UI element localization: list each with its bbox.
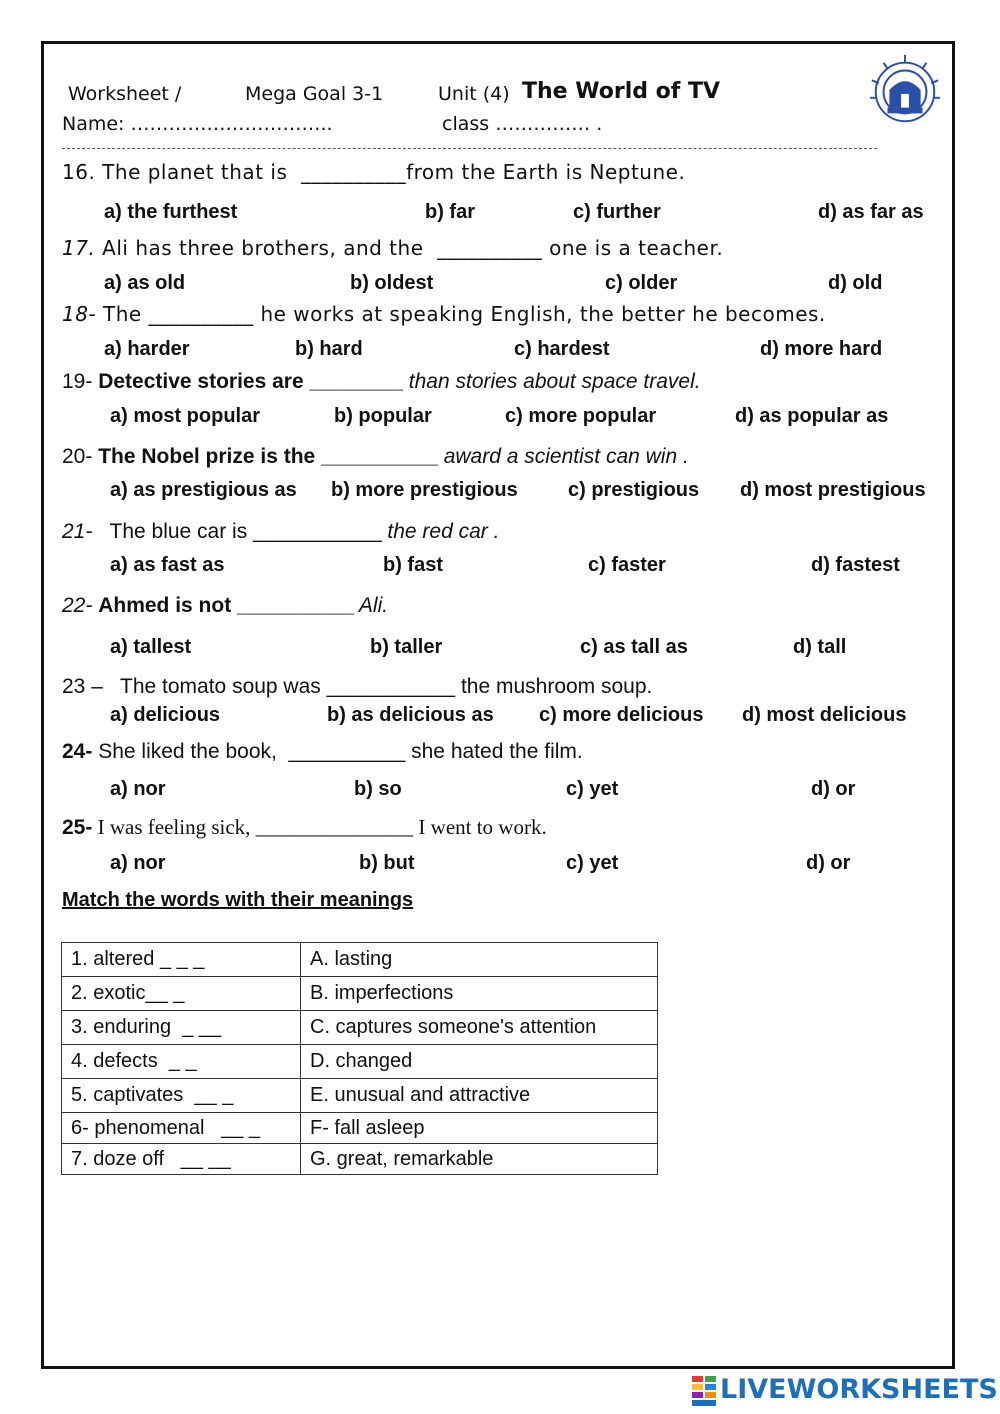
option-d[interactable]: d) most prestigious	[740, 479, 926, 501]
question-23	[62, 675, 652, 699]
matching-word[interactable]: 3. enduring _ __	[62, 1011, 301, 1045]
option-c[interactable]: c) more popular	[505, 405, 657, 427]
option-b[interactable]: b) so	[354, 778, 402, 800]
question-text-before: The blue car is	[98, 520, 254, 543]
question-text-after: from the Earth is Neptune.	[406, 160, 686, 184]
question-text-after: one is a teacher.	[542, 236, 724, 260]
matching-meaning: D. changed	[301, 1045, 658, 1079]
question-text-after: the red car .	[381, 520, 500, 543]
matching-meaning: C. captures someone's attention	[301, 1011, 658, 1045]
answer-blank[interactable]: ___________	[253, 520, 382, 543]
option-d[interactable]: d) tall	[793, 636, 847, 658]
question-24	[62, 740, 583, 764]
matching-meaning: E. unusual and attractive	[301, 1079, 658, 1113]
matching-word[interactable]: 6- phenomenal __ _	[62, 1113, 301, 1144]
question-number: 16.	[62, 160, 96, 184]
question-text-after: Ali.	[353, 594, 389, 617]
question-text-after: she hated the film.	[405, 740, 583, 763]
question-text-after: award a scientist can win .	[437, 445, 689, 468]
matching-meaning: A. lasting	[301, 943, 658, 977]
option-a[interactable]: a) as prestigious as	[110, 479, 297, 501]
option-c[interactable]: c) yet	[566, 778, 619, 800]
matching-title: Match the words with their meanings	[62, 889, 414, 911]
question-22	[62, 594, 388, 618]
option-b[interactable]: b) taller	[370, 636, 443, 658]
option-b[interactable]: b) more prestigious	[331, 479, 518, 501]
answer-blank[interactable]: _______________	[255, 815, 414, 839]
answer-blank[interactable]: __________	[437, 236, 543, 260]
worksheet-label: Worksheet /	[68, 83, 182, 105]
question-text-before: Ahmed is not	[98, 594, 238, 617]
matching-row	[62, 977, 658, 1011]
matching-word[interactable]: 5. captivates __ _	[62, 1079, 301, 1113]
question-number: 23 –	[62, 675, 103, 698]
question-17	[62, 236, 723, 260]
option-a[interactable]: a) tallest	[110, 636, 192, 658]
question-21	[62, 520, 499, 544]
answer-blank[interactable]: ___________	[326, 675, 456, 698]
question-number: 18-	[62, 302, 97, 326]
option-a[interactable]: a) delicious	[110, 704, 221, 726]
answer-blank[interactable]: __________	[148, 302, 254, 326]
option-d[interactable]: d) or	[806, 852, 851, 874]
question-text-after: the mushroom soup.	[455, 675, 653, 698]
question-text-after: I went to work.	[413, 815, 547, 839]
question-number: 19-	[62, 370, 93, 393]
option-a[interactable]: a) harder	[104, 338, 190, 360]
answer-blank[interactable]: __________	[288, 740, 406, 763]
matching-word[interactable]: 2. exotic__ _	[62, 977, 301, 1011]
answer-blank[interactable]: __________	[321, 445, 438, 468]
matching-row	[62, 1113, 658, 1144]
liveworksheets-wordmark: LIVEWORKSHEETS	[720, 1374, 998, 1405]
option-c[interactable]: c) yet	[566, 852, 619, 874]
question-text-before: The Nobel prize is the	[98, 445, 322, 468]
option-c[interactable]: c) as tall as	[580, 636, 688, 658]
option-b[interactable]: b) as delicious as	[327, 704, 494, 726]
question-16	[62, 160, 685, 184]
question-25	[62, 815, 547, 840]
option-d[interactable]: d) most delicious	[742, 704, 907, 726]
option-a[interactable]: a) most popular	[110, 405, 261, 427]
option-b[interactable]: b) hard	[295, 338, 363, 360]
matching-meaning: G. great, remarkable	[301, 1144, 658, 1175]
matching-row	[62, 1011, 658, 1045]
matching-row	[62, 1144, 658, 1175]
option-c[interactable]: c) hardest	[514, 338, 610, 360]
answer-blank[interactable]: __________	[301, 160, 407, 184]
option-a[interactable]: a) nor	[110, 778, 166, 800]
unit-label: Unit (4)	[438, 83, 510, 105]
option-d[interactable]: d) as popular as	[735, 405, 889, 427]
page-title: The World of TV	[522, 79, 721, 104]
matching-word[interactable]: 4. defects _ _	[62, 1045, 301, 1079]
matching-meaning: B. imperfections	[301, 977, 658, 1011]
book-label: Mega Goal 3-1	[245, 83, 384, 105]
question-text-before: The	[103, 302, 149, 326]
matching-word[interactable]: 7. doze off __ __	[62, 1144, 301, 1175]
question-20	[62, 445, 689, 469]
question-text-before: She liked the book,	[98, 740, 289, 763]
header-divider	[62, 148, 877, 149]
question-text-before: Ali has three brothers, and the	[102, 236, 438, 260]
question-text-before: Detective stories are	[98, 370, 310, 393]
question-text-before: The planet that is	[102, 160, 302, 184]
matching-row	[62, 1079, 658, 1113]
matching-row	[62, 943, 658, 977]
question-number: 21-	[62, 520, 93, 543]
question-text-after: he works at speaking English, the better he becomes.	[253, 302, 826, 326]
class-field[interactable]: class …………… .	[442, 113, 603, 135]
option-b[interactable]: b) far	[425, 201, 475, 223]
option-d[interactable]: d) old	[828, 272, 883, 294]
matching-meaning: F- fall asleep	[301, 1113, 658, 1144]
option-c[interactable]: c) older	[605, 272, 678, 294]
question-18	[62, 302, 826, 326]
question-number: 20-	[62, 445, 93, 468]
matching-table	[61, 942, 658, 1175]
matching-word[interactable]: 1. altered _ _ _	[62, 943, 301, 977]
question-number: 17.	[62, 236, 96, 260]
question-text-before: The tomato soup was	[108, 675, 327, 698]
question-text-before: I was feeling sick,	[97, 815, 256, 839]
option-a[interactable]: a) nor	[110, 852, 166, 874]
option-d[interactable]: d) more hard	[760, 338, 883, 360]
option-a[interactable]: a) the furthest	[104, 201, 238, 223]
option-a[interactable]: a) as fast as	[110, 554, 225, 576]
option-b[interactable]: b) popular	[334, 405, 432, 427]
answer-blank[interactable]: ________	[309, 370, 403, 393]
question-number: 25-	[62, 816, 93, 839]
liveworksheets-logo-icon	[692, 1376, 718, 1406]
answer-blank[interactable]: __________	[237, 594, 354, 617]
option-d[interactable]: d) as far as	[818, 201, 924, 223]
option-b[interactable]: b) fast	[383, 554, 443, 576]
option-c[interactable]: c) prestigious	[568, 479, 700, 501]
question-number: 24-	[62, 740, 93, 763]
option-c[interactable]: c) more delicious	[539, 704, 704, 726]
question-19	[62, 370, 701, 394]
name-field[interactable]: Name: …………………………..	[62, 113, 333, 135]
option-c[interactable]: c) faster	[588, 554, 666, 576]
option-d[interactable]: d) or	[811, 778, 856, 800]
option-c[interactable]: c) further	[573, 201, 661, 223]
question-text-after: than stories about space travel.	[402, 370, 701, 393]
option-d[interactable]: d) fastest	[811, 554, 900, 576]
option-b[interactable]: b) oldest	[350, 272, 434, 294]
question-number: 22-	[62, 594, 93, 617]
option-b[interactable]: b) but	[359, 852, 415, 874]
option-a[interactable]: a) as old	[104, 272, 186, 294]
school-logo-icon	[866, 50, 944, 130]
matching-row	[62, 1045, 658, 1079]
